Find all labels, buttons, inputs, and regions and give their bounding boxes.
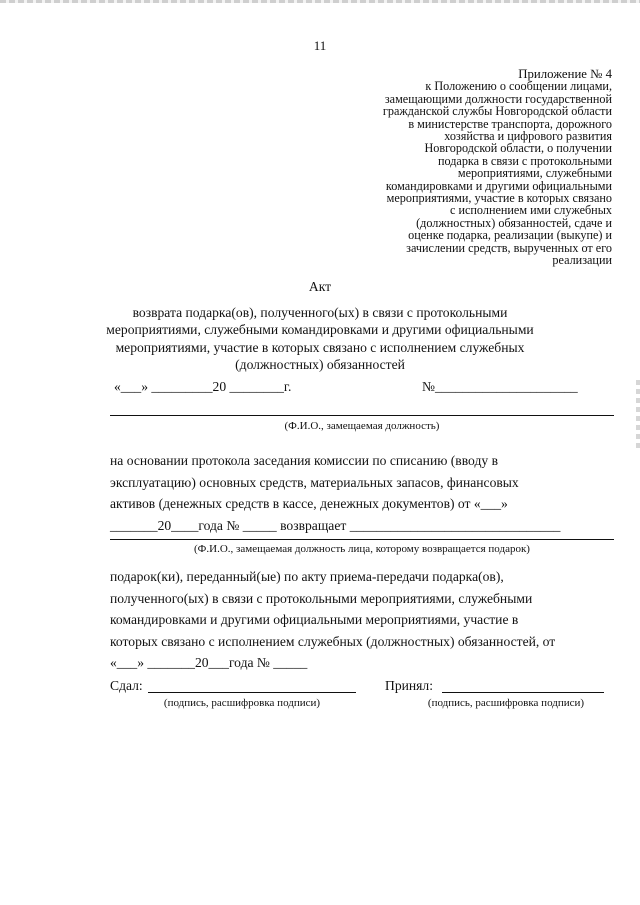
appendix-line: мероприятиями, служебными xyxy=(457,166,612,181)
appendix-line: к Положению о сообщении лицами, xyxy=(425,79,612,94)
paragraph-line: на основании протокола заседания комиссии по списанию (вводу в xyxy=(110,453,498,468)
received-caption: (подпись, расшифровка подписи) xyxy=(427,697,585,709)
appendix-line: гражданской службы Новгородской области xyxy=(382,104,612,119)
appendix-line: мероприятиями, участие в которых связано xyxy=(386,191,612,206)
act-title-block xyxy=(100,278,540,374)
appendix-line: оценке подарка, реализации (выкупе) и xyxy=(408,228,612,243)
handed-signature-line xyxy=(148,692,356,693)
paragraph-line: _______20____года № _____ возвращает _______________________________ xyxy=(110,517,561,533)
paragraph-gift xyxy=(110,566,614,674)
act-number-field: №_____________________ xyxy=(422,379,578,394)
appendix-line: (должностных) обязанностей, сдаче и xyxy=(416,215,612,230)
appendix-line: зачислении средств, вырученных от его xyxy=(406,240,612,255)
appendix-line: хозяйства и цифрового развития xyxy=(444,129,612,144)
fio-line-2 xyxy=(110,539,614,540)
appendix-line: командировками и другими официальными xyxy=(385,178,612,193)
scan-right-edge xyxy=(636,380,640,450)
act-subtitle-line: мероприятиями, участие в которых связано с исполнением служебных xyxy=(115,339,525,355)
act-subtitle-line: возврата подарка(ов), полученного(ых) в связи с протокольными xyxy=(132,304,508,320)
appendix-line: Новгородской области, о получении xyxy=(424,141,612,156)
appendix-line: подарка в связи с протокольными xyxy=(437,153,612,168)
paragraph-line: активов (денежных средств в кассе, денежных документов) от «___» xyxy=(110,496,508,511)
paragraph-line: командировками и другими официальными мероприятиями, участие в xyxy=(110,612,519,627)
handed-caption: (подпись, расшифровка подписи) xyxy=(163,697,321,709)
appendix-line: с исполнением ими служебных xyxy=(450,203,612,218)
paragraph-basis xyxy=(110,450,614,536)
act-title: Акт xyxy=(308,279,332,294)
fio-caption-1: (Ф.И.О., замещаемая должность) xyxy=(284,420,440,432)
received-signature-line xyxy=(442,692,604,693)
received-label: Принял: xyxy=(385,678,433,693)
paragraph-line: подарок(ки), переданный(ые) по акту приема-передачи подарка(ов), xyxy=(110,569,504,584)
appendix-heading: Приложение № 4 xyxy=(518,67,612,81)
paragraph-line: эксплуатацию) основных средств, материальных запасов, финансовых xyxy=(110,474,519,490)
fio-caption-2: (Ф.И.О., замещаемая должность лица, которому возвращается подарок) xyxy=(194,543,530,555)
handed-label: Сдал: xyxy=(110,678,143,693)
act-subtitle-line: мероприятиями, служебными командировками и другими официальными xyxy=(106,322,534,337)
act-subtitle-line: (должностных) обязанностей xyxy=(235,357,405,372)
paragraph-line: полученного(ых) в связи с протокольными мероприятиями, служебными xyxy=(110,590,533,606)
page-number: 11 xyxy=(313,38,327,53)
paragraph-line: «___» _______20___года № _____ xyxy=(110,655,308,670)
paragraph-line: которых связано с исполнением служебных (должностных) обязанностей, от xyxy=(110,633,556,649)
act-date-field: «___» _________20 ________г. xyxy=(114,379,292,394)
fio-line-1 xyxy=(110,415,614,416)
scan-top-edge xyxy=(0,0,640,3)
appendix-line: в министерстве транспорта, дорожного xyxy=(408,116,612,131)
date-number-line xyxy=(114,379,614,395)
appendix-line: замещающими должности государственной xyxy=(384,91,612,106)
appendix-line: реализации xyxy=(552,253,612,268)
appendix-block xyxy=(292,68,612,267)
